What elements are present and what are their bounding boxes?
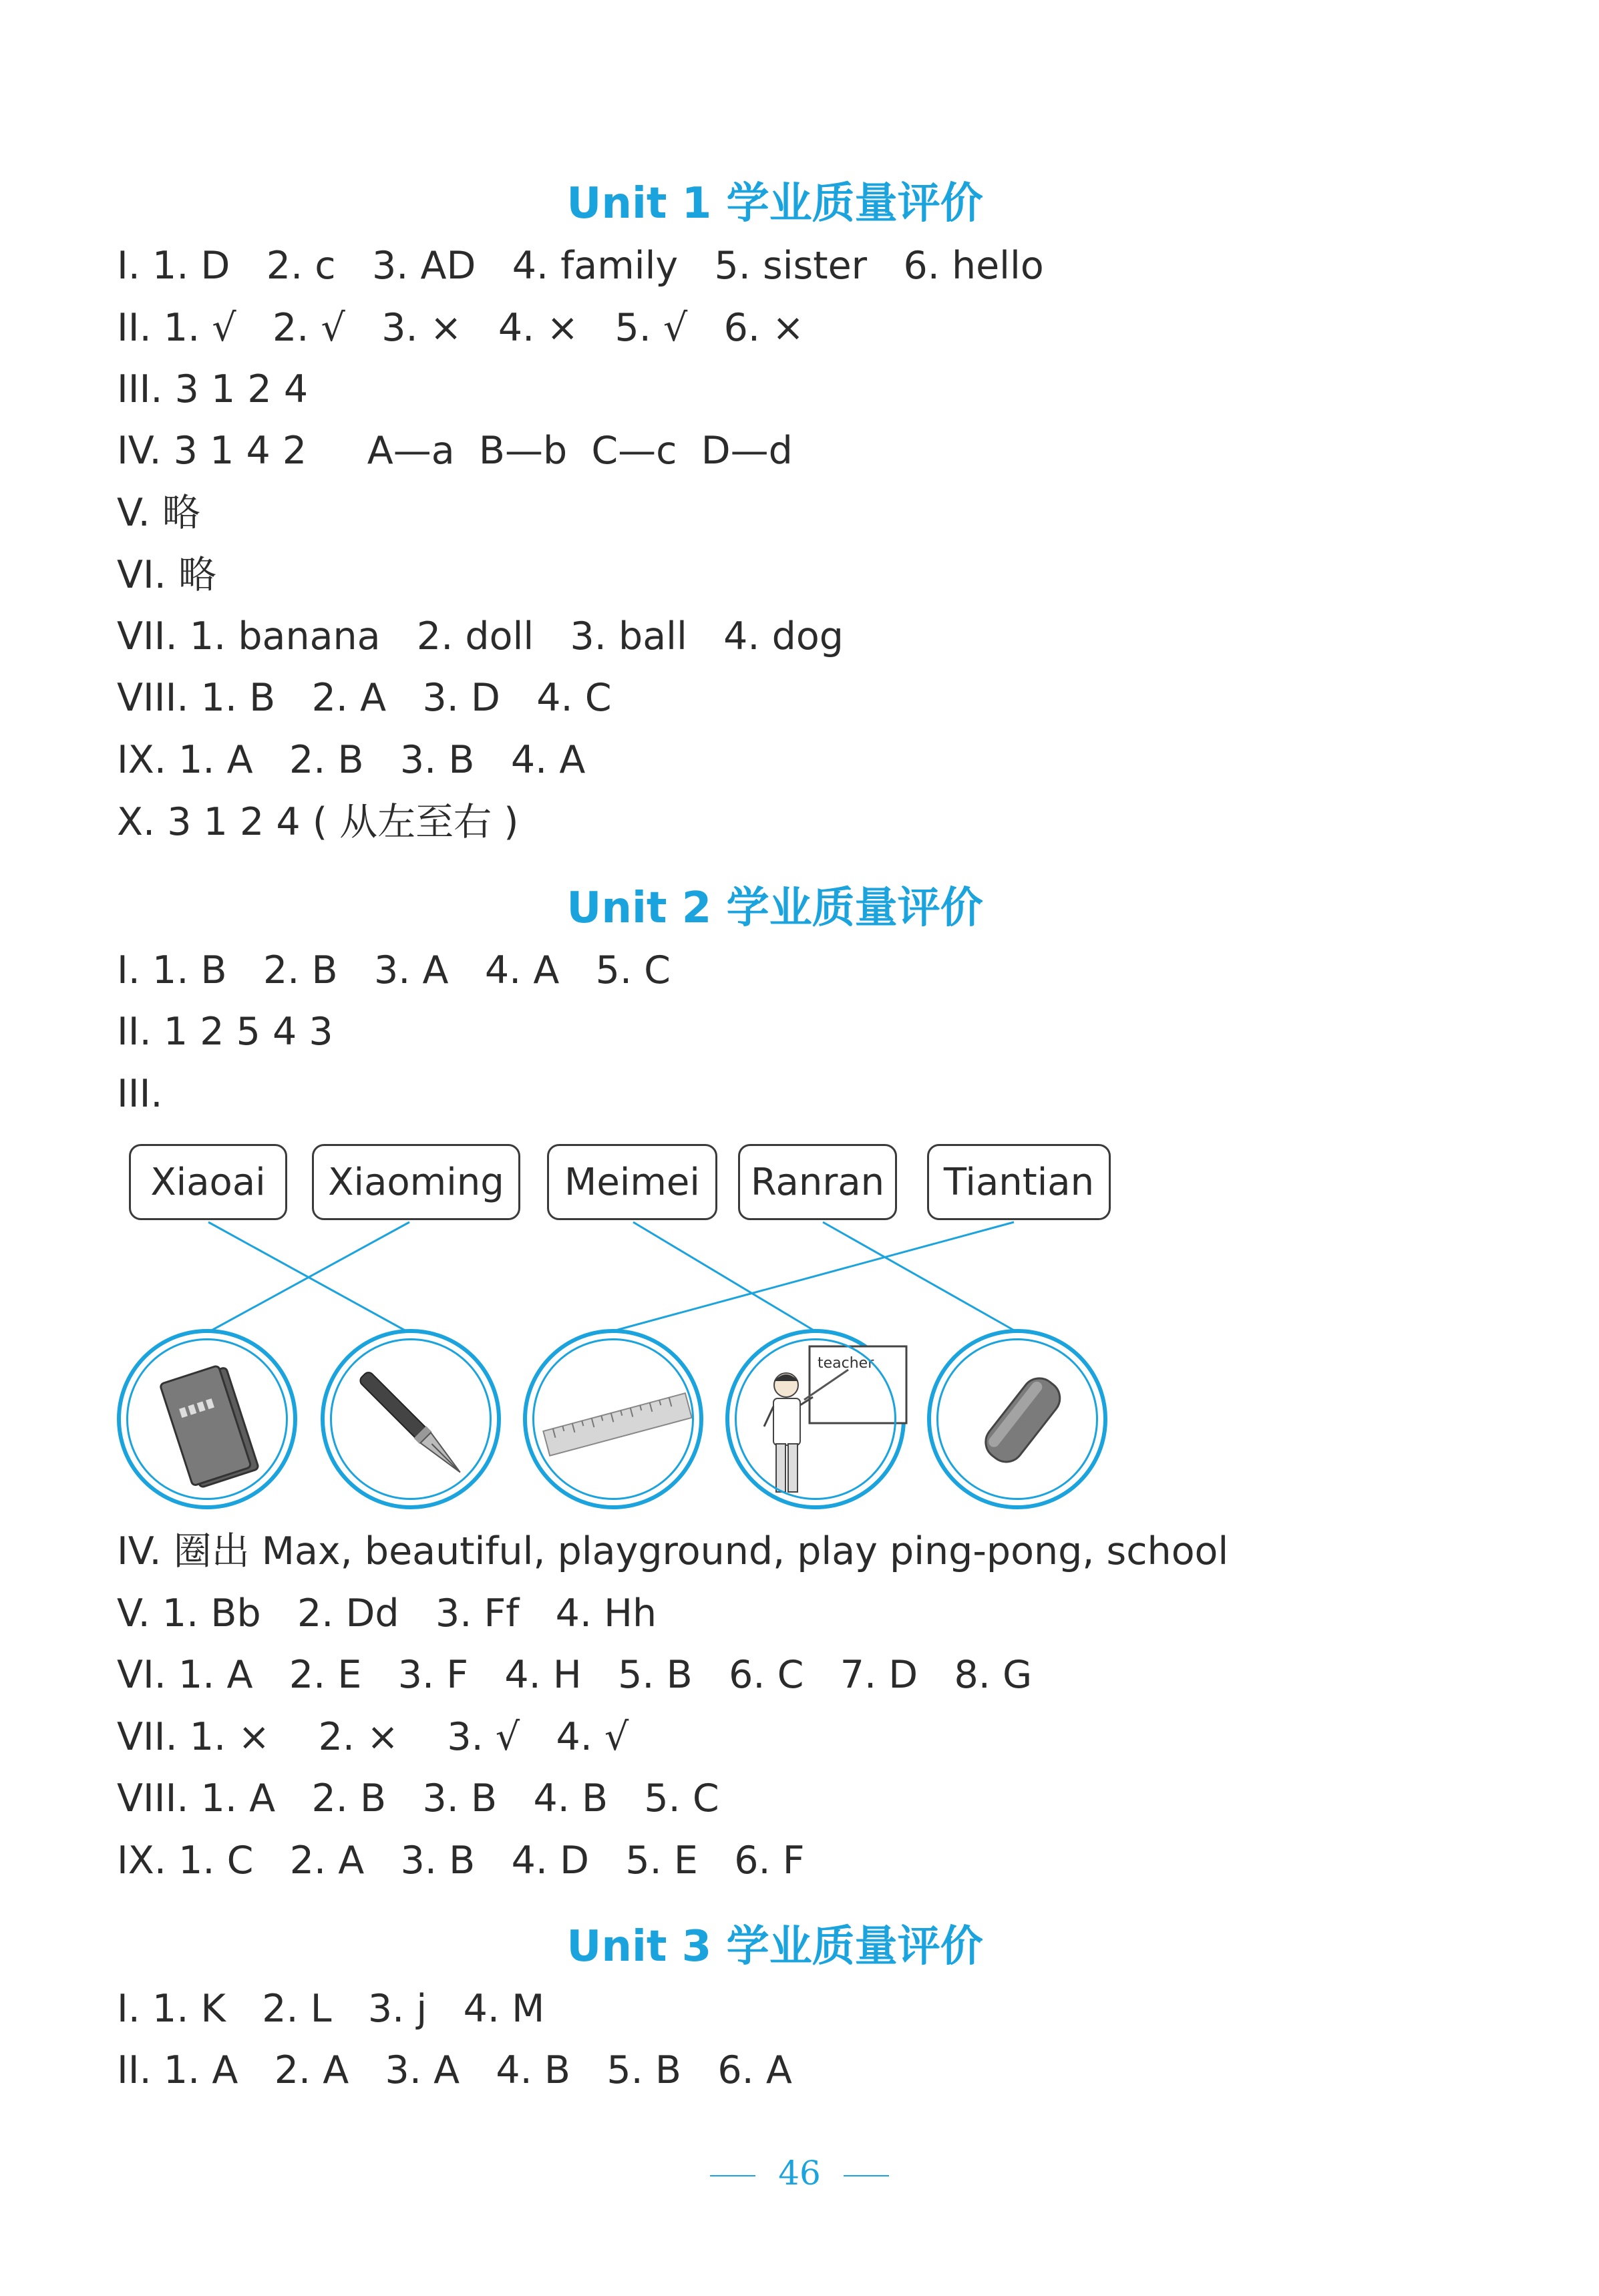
page-number: 46 [778, 2154, 821, 2192]
answer-line: VIII. 1. B 2. A 3. D 4. C [117, 676, 612, 720]
answer-line: V. 1. Bb 2. Dd 3. Ff 4. Hh [117, 1591, 657, 1636]
answer-line: X. 3 1 2 4 ( 从左至右 ) [117, 800, 519, 844]
answer-line: VI. 略 [117, 553, 217, 597]
answer-line: IV. 3 1 4 2 A—a B—b C—c D—d [117, 429, 793, 473]
answer-line: II. 1. A 2. A 3. A 4. B 5. B 6. A [117, 2048, 792, 2092]
answer-line: VI. 1. A 2. E 3. F 4. H 5. B 6. C 7. D 8. G [117, 1653, 1033, 1697]
footer-rule-right [844, 2175, 889, 2176]
name-box-ranran: Ranran [738, 1144, 897, 1220]
unit2-title: Unit 2 学业质量评价 [566, 884, 983, 933]
name-box-xiaoming: Xiaoming [312, 1144, 520, 1220]
name-box-meimei: Meimei [547, 1144, 717, 1220]
answer-line: V. 略 [117, 491, 200, 535]
footer-rule-left [710, 2175, 755, 2176]
pen-icon [325, 1333, 505, 1513]
ruler-icon [527, 1333, 707, 1513]
answer-line: IX. 1. A 2. B 3. B 4. A [117, 738, 586, 782]
picture-pen [321, 1329, 501, 1509]
answer-line: VII. 1. × 2. × 3. √ 4. √ [117, 1715, 629, 1759]
answer-line: IX. 1. C 2. A 3. B 4. D 5. E 6. F [117, 1839, 805, 1883]
picture-book [117, 1329, 297, 1509]
answer-line: II. 1. √ 2. √ 3. × 4. × 5. √ 6. × [117, 306, 804, 350]
answer-line: I. 1. K 2. L 3. j 4. M [117, 1987, 545, 2031]
answer-line: III. [117, 1072, 163, 1116]
picture-eraser [927, 1329, 1107, 1509]
answer-line: II. 1 2 5 4 3 [117, 1010, 333, 1054]
name-box-tiantian: Tiantian [927, 1144, 1111, 1220]
page-footer [0, 2154, 1599, 2192]
unit3-title: Unit 3 学业质量评价 [566, 1922, 983, 1971]
answer-line: I. 1. D 2. c 3. AD 4. family 5. sister 6. hello [117, 244, 1044, 288]
picture-teacher [725, 1329, 906, 1509]
answer-line: I. 1. B 2. B 3. A 4. A 5. C [117, 948, 671, 992]
teacher-board-label: teacher [818, 1355, 874, 1372]
answer-line: VIII. 1. A 2. B 3. B 4. B 5. C [117, 1776, 719, 1821]
eraser-icon [931, 1333, 1111, 1513]
answer-line: VII. 1. banana 2. doll 3. ball 4. dog [117, 614, 844, 658]
teacher-icon [729, 1333, 910, 1513]
answer-line: IV. 圈出 Max, beautiful, playground, play ping-pong, school [117, 1529, 1229, 1573]
unit1-title: Unit 1 学业质量评价 [566, 179, 983, 228]
picture-ruler [523, 1329, 703, 1509]
name-box-xiaoai: Xiaoai [129, 1144, 287, 1220]
answer-line: III. 3 1 2 4 [117, 367, 309, 411]
book-icon [121, 1333, 301, 1513]
